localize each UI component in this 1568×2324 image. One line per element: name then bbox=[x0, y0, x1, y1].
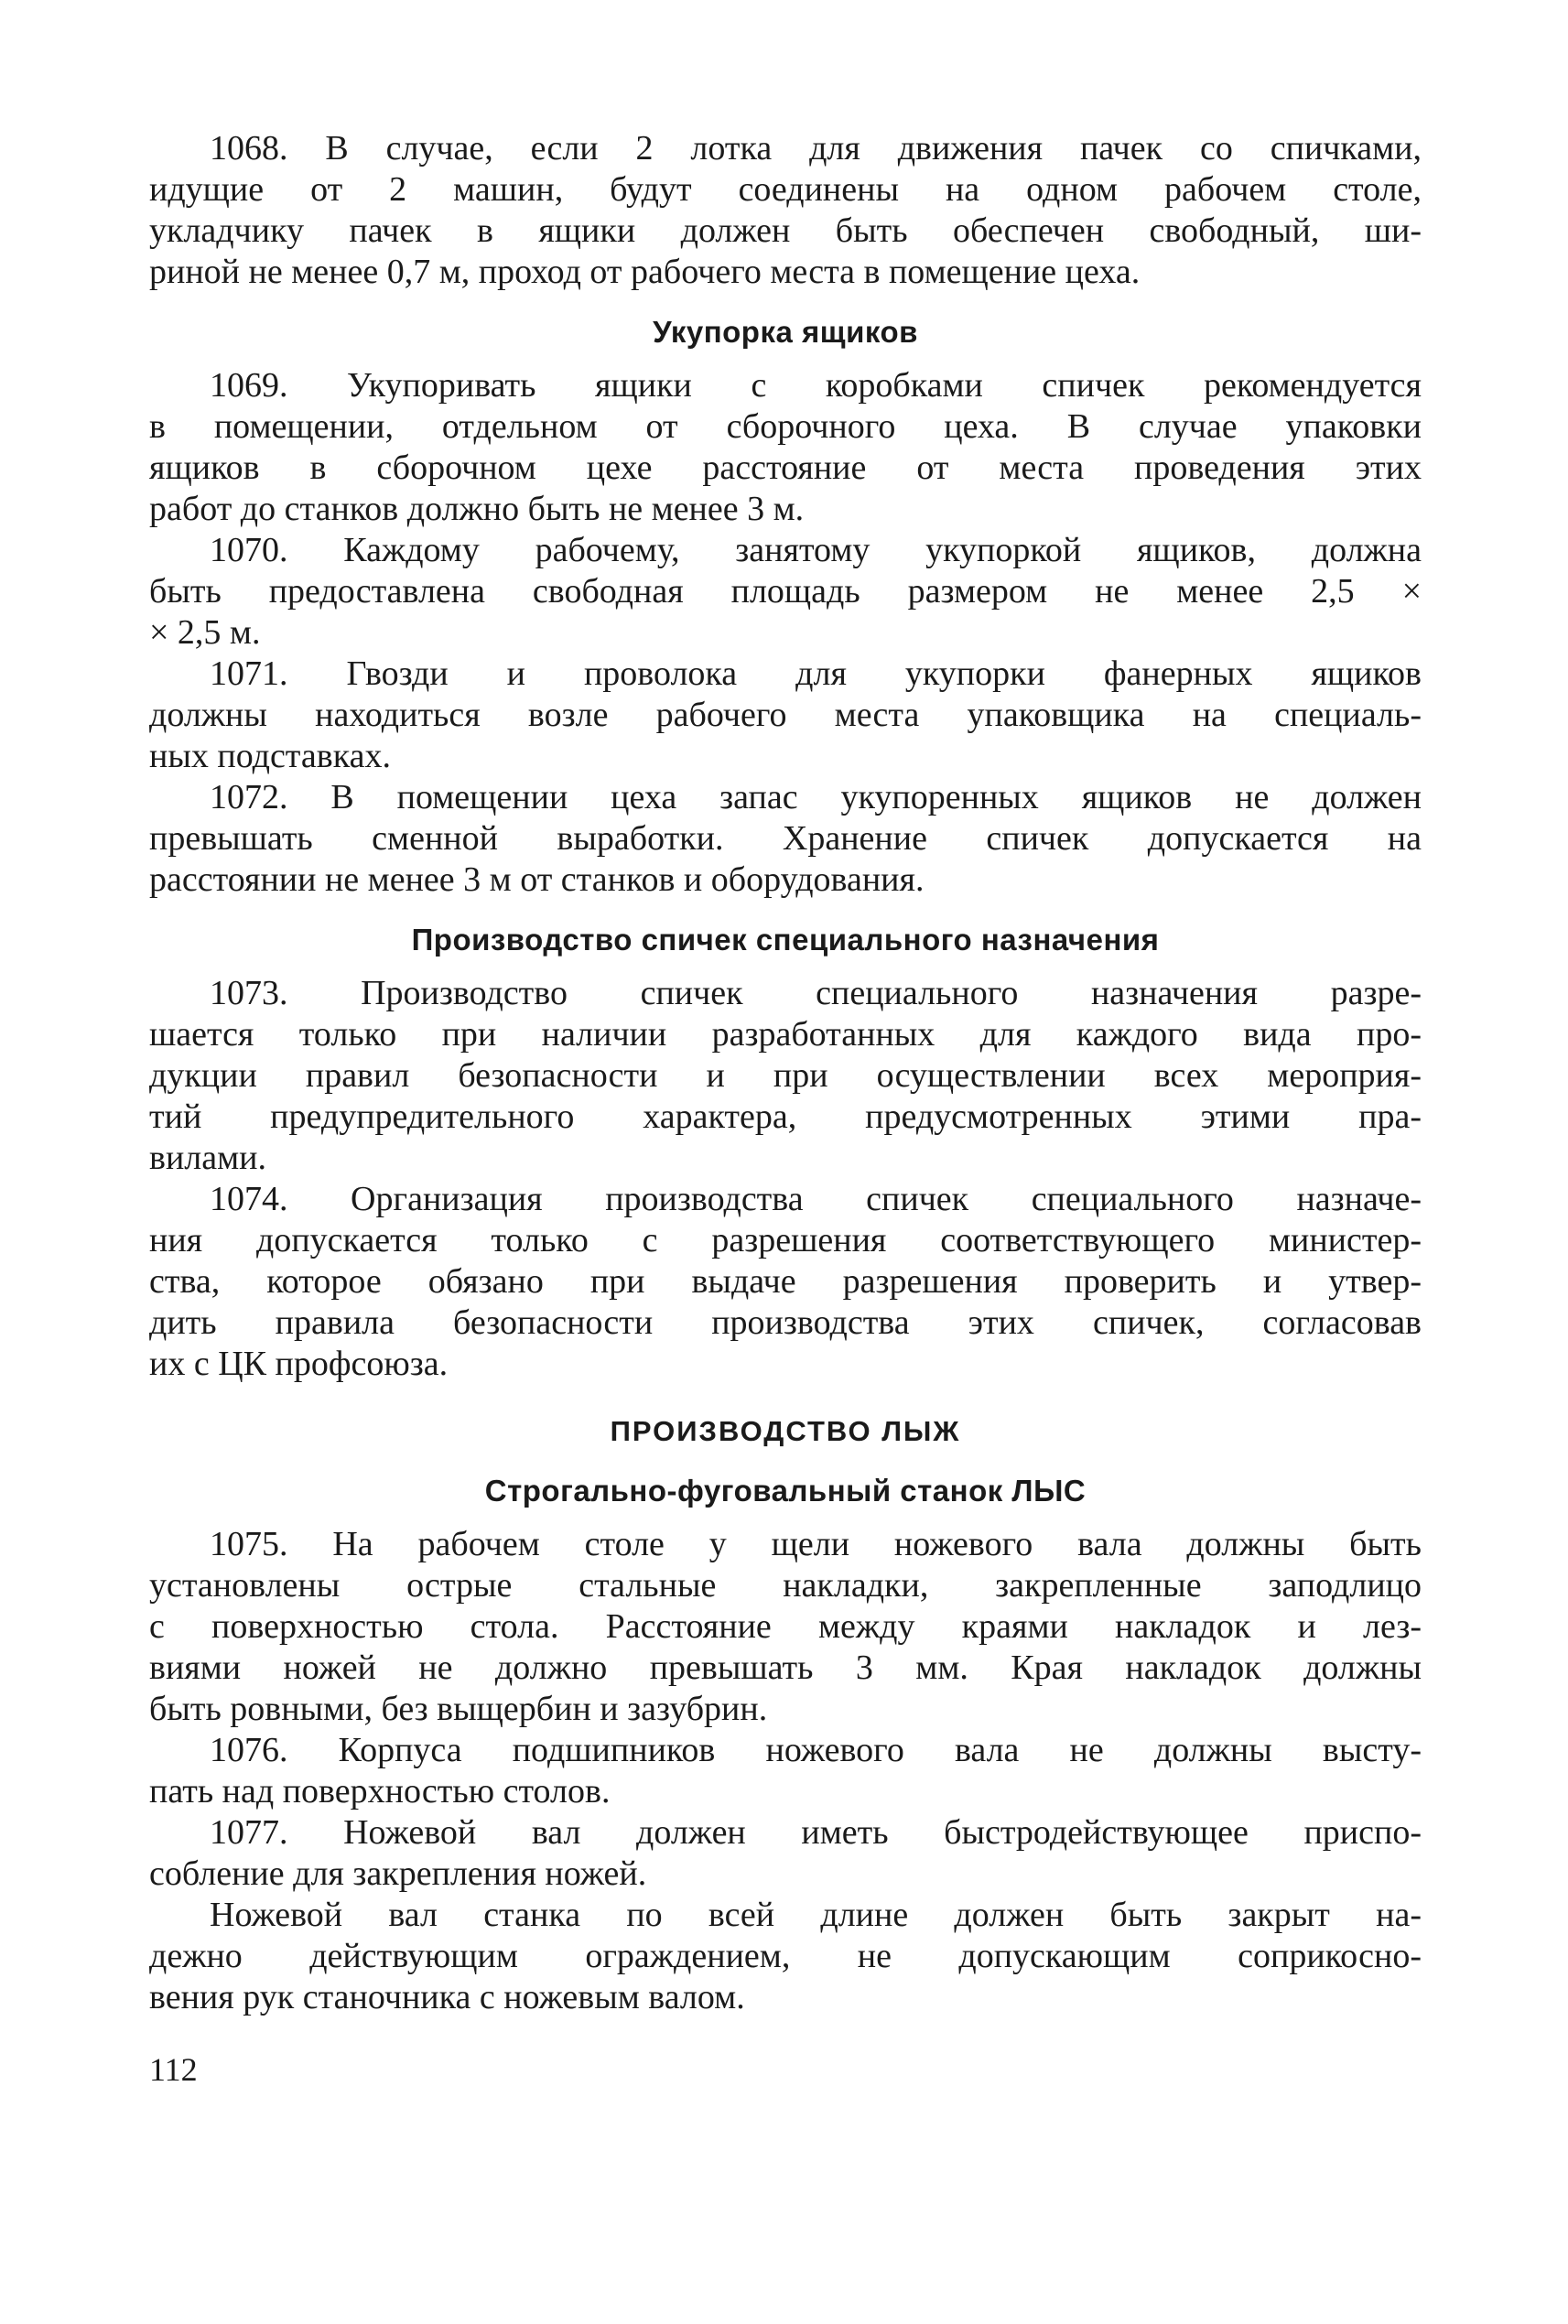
text-line: быть ровными, без выщербин и зазубрин. bbox=[149, 1690, 768, 1728]
text-line: 1077. Ножевой вал должен иметь быстродействующее приспо- bbox=[210, 1813, 1422, 1852]
document-body bbox=[149, 128, 1422, 2018]
section-title: ПРОИЗВОДСТВО ЛЫЖ bbox=[610, 1415, 961, 1447]
text-line: их с ЦК профсоюза. bbox=[149, 1345, 449, 1383]
text-line: 1073. Производство спичек специального назначения разре- bbox=[210, 974, 1422, 1012]
text-line: вения рук станочника с ножевым валом. bbox=[149, 1978, 745, 2016]
paragraph bbox=[149, 1730, 1422, 1812]
text-line: тий предупредительного характера, предусмотренных этими пра- bbox=[149, 1097, 1422, 1136]
document-page bbox=[149, 128, 1422, 2091]
paragraph bbox=[149, 1812, 1422, 1895]
text-line: дежно действующим ограждением, не допускающим соприкосно- bbox=[149, 1937, 1422, 1975]
text-line: быть предоставлена свободная площадь размером не менее 2,5 × bbox=[149, 572, 1422, 611]
text-line: с поверхностью стола. Расстояние между краями накладок и лез- bbox=[149, 1607, 1422, 1646]
text-line: ства, которое обязано при выдаче разрешения проверить и утвер- bbox=[149, 1262, 1422, 1301]
paragraph bbox=[149, 128, 1422, 293]
text-line: × 2,5 м. bbox=[149, 613, 261, 652]
paragraph bbox=[149, 654, 1422, 777]
text-line: ящиков в сборочном цехе расстояние от места проведения этих bbox=[149, 449, 1422, 487]
text-line: собление для закрепления ножей. bbox=[149, 1854, 647, 1893]
text-line: 1071. Гвозди и проволока для укупорки фанерных ящиков bbox=[210, 654, 1422, 693]
text-line: риной не менее 0,7 м, проход от рабочего места в помещение цеха. bbox=[149, 253, 1141, 291]
text-line: должны находиться возле рабочего места упаковщика на специаль- bbox=[149, 696, 1422, 734]
paragraph bbox=[149, 1895, 1422, 2018]
paragraph bbox=[149, 1524, 1422, 1730]
text-line: расстоянии не менее 3 м от станков и оборудования. bbox=[149, 860, 925, 899]
text-line: дукции правил безопасности и при осуществлении всех мероприя- bbox=[149, 1056, 1422, 1095]
text-line: 1072. В помещении цеха запас укупоренных ящиков не должен bbox=[210, 778, 1422, 816]
subsection-heading: Строгально-фуговальный станок ЛЫС bbox=[484, 1474, 1087, 1508]
text-line: 1075. На рабочем столе у щели ножевого вала должны быть bbox=[210, 1525, 1422, 1563]
text-line: вилами. bbox=[149, 1139, 266, 1177]
text-line: в помещении, отдельном от сборочного цеха. В случае упаковки bbox=[149, 407, 1422, 446]
paragraph bbox=[149, 530, 1422, 654]
paragraph bbox=[149, 365, 1422, 530]
text-line: установлены острые стальные накладки, закрепленные заподлицо bbox=[149, 1566, 1422, 1605]
text-line: шается только при наличии разработанных для каждого вида про- bbox=[149, 1015, 1422, 1054]
text-line: 1069. Укупоривать ящики с коробками спичек рекомендуется bbox=[210, 366, 1422, 405]
text-line: превышать сменной выработки. Хранение спичек допускается на bbox=[149, 819, 1422, 858]
text-line: укладчику пачек в ящики должен быть обеспечен свободный, ши- bbox=[149, 211, 1422, 250]
paragraph bbox=[149, 1179, 1422, 1385]
text-line: 1068. В случае, если 2 лотка для движения пачек со спичками, bbox=[210, 129, 1422, 168]
text-line: 1074. Организация производства спичек специального назначе- bbox=[210, 1180, 1422, 1218]
subsection-heading: Укупорка ящиков bbox=[653, 315, 918, 349]
text-line: работ до станков должно быть не менее 3 м. bbox=[149, 490, 805, 528]
text-line: ния допускается только с разрешения соответствующего министер- bbox=[149, 1221, 1422, 1259]
text-line: дить правила безопасности производства этих спичек, согласовав bbox=[149, 1303, 1422, 1342]
paragraph bbox=[149, 973, 1422, 1179]
text-line: ных подставках. bbox=[149, 737, 391, 775]
text-line: 1076. Корпуса подшипников ножевого вала не должны высту- bbox=[210, 1731, 1422, 1769]
text-line: идущие от 2 машин, будут соединены на одном рабочем столе, bbox=[149, 170, 1422, 209]
text-line: виями ножей не должно превышать 3 мм. Края накладок должны bbox=[149, 1648, 1422, 1687]
paragraph bbox=[149, 777, 1422, 901]
text-line: 1070. Каждому рабочему, занятому укупоркой ящиков, должна bbox=[210, 531, 1422, 569]
text-line: пать над поверхностью столов. bbox=[149, 1772, 611, 1811]
page-number: 112 bbox=[149, 2051, 198, 2088]
text-line: Ножевой вал станка по всей длине должен быть закрыт на- bbox=[210, 1896, 1422, 1934]
subsection-heading: Производство спичек специального назначения bbox=[411, 923, 1160, 957]
